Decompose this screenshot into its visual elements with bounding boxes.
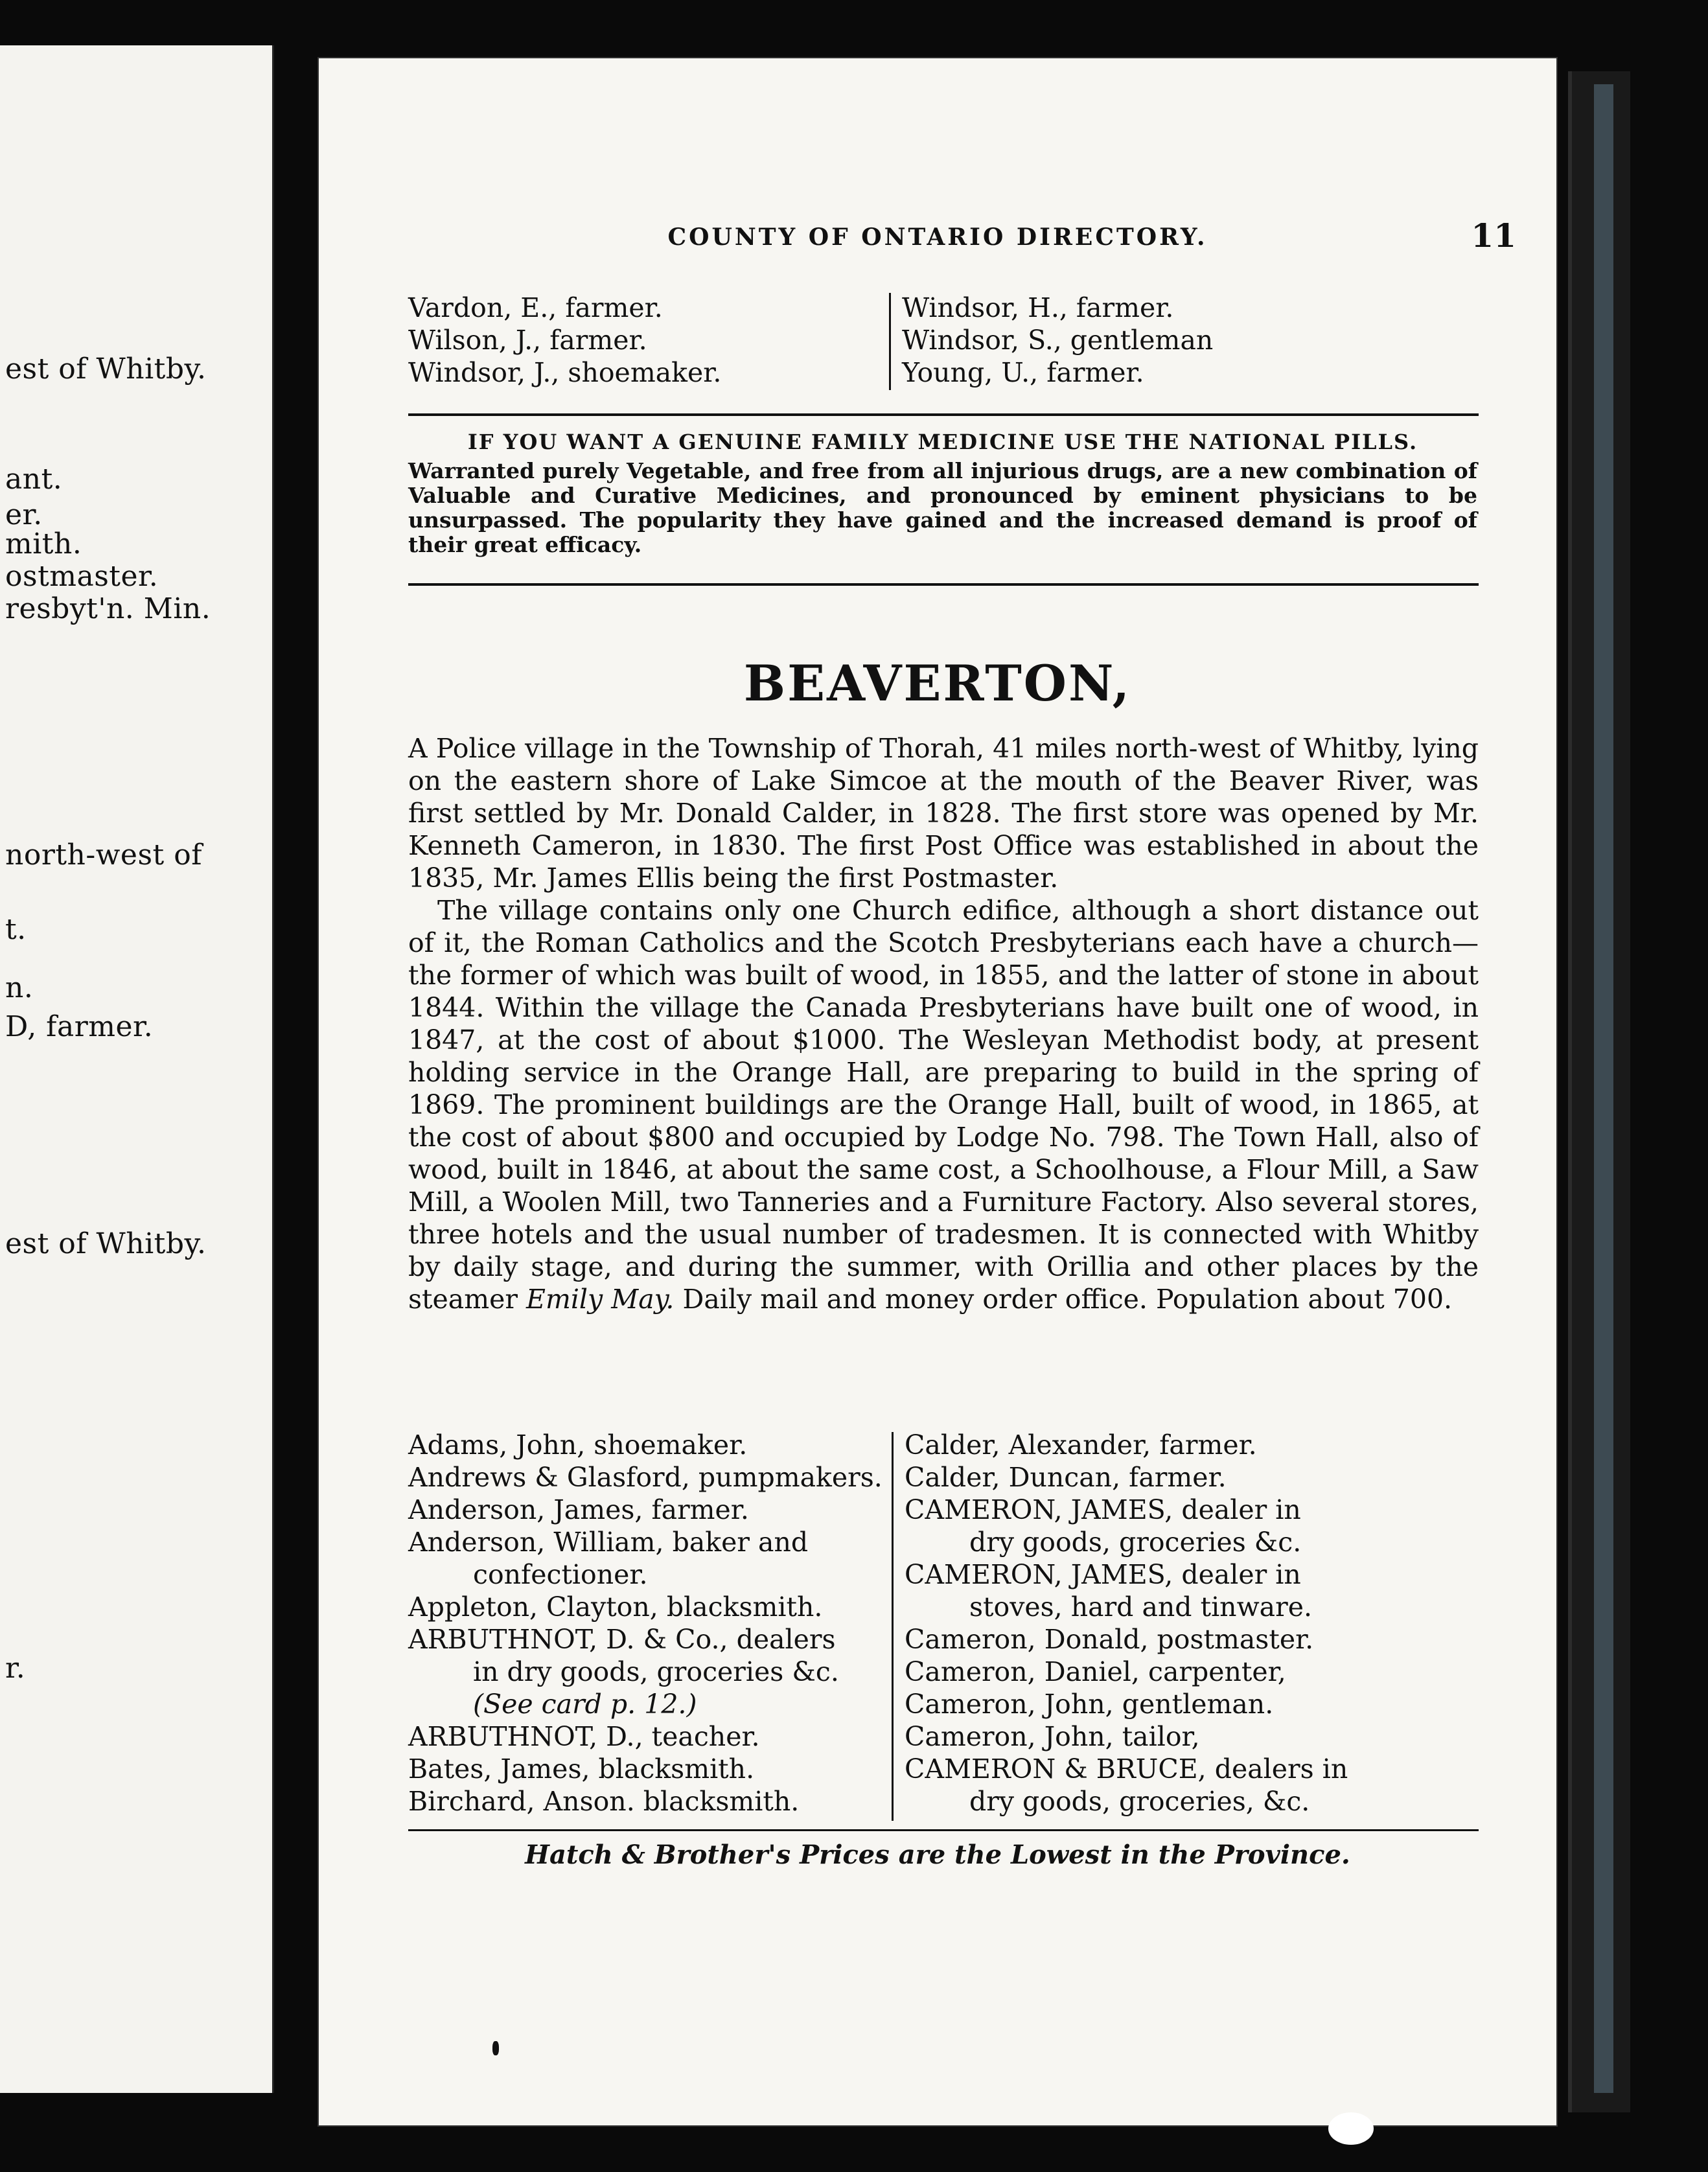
directory-entry: Cameron, John, tailor,	[905, 1721, 1200, 1752]
left-page-line: er.	[5, 498, 43, 531]
directory-page	[319, 58, 1556, 2125]
ink-speck	[492, 2041, 499, 2055]
directory-entry: Andrews & Glasford, pumpmakers.	[408, 1462, 883, 1493]
paper-fleck	[1328, 2112, 1374, 2145]
directory-entry: CAMERON, JAMES, dealer in	[905, 1494, 1301, 1525]
section-title: BEAVERTON,	[743, 654, 1132, 712]
directory-entry: Adams, John, shoemaker.	[408, 1429, 748, 1461]
left-page-line: ostmaster.	[5, 560, 159, 593]
list-item: Wilson, J., farmer.	[408, 325, 647, 356]
left-page-line: mith.	[5, 527, 82, 560]
left-page-line: t.	[5, 913, 27, 946]
footer-advertisement: Hatch & Brother's Prices are the Lowest in the Province.	[525, 1840, 1350, 1870]
directory-entry: Cameron, Daniel, carpenter,	[905, 1656, 1286, 1687]
page-header-title: COUNTY OF ONTARIO DIRECTORY.	[667, 224, 1208, 251]
rule-line	[408, 1829, 1479, 1831]
left-page-line: est of Whitby.	[5, 1227, 207, 1260]
directory-entry: CAMERON & BRUCE, dealers in	[905, 1753, 1348, 1785]
directory-entry: Calder, Alexander, farmer.	[905, 1429, 1257, 1461]
directory-entry: dry goods, groceries &c.	[969, 1527, 1302, 1558]
directory-entry: Bates, James, blacksmith.	[408, 1753, 755, 1785]
directory-entry: ARBUTHNOT, D., teacher.	[408, 1721, 760, 1752]
directory-entry: ARBUTHNOT, D. & Co., dealers	[408, 1624, 836, 1655]
directory-left-column	[408, 1429, 883, 1818]
left-page-line: resbyt'n. Min.	[5, 592, 211, 625]
left-page-line: ant.	[5, 463, 63, 496]
directory-entry: Calder, Duncan, farmer.	[905, 1462, 1227, 1493]
advertisement-headline: IF YOU WANT A GENUINE FAMILY MEDICINE USE THE NATIONAL PILLS.	[467, 430, 1418, 454]
list-item: Young, U., farmer.	[902, 357, 1144, 388]
paragraph-text: The village contains only one Church edifice, although a short distance out of it, the Roman Catholics and the Scotch Presbyterians each have a church—the former of which was built of wood, in 1855, and the latter of stone in about 1844. Within the village the Canada Presbyterians have built one of wood, in 1847, at the cost of about $1000. The Wesleyan Methodist body, at present holding service in the Orange Hall, are preparing to build in the spring of 1869. The prominent buildings are the Orange Hall, built of wood, in 1865, at the cost of about $800 and occupied by Lodge No. 798. The Town Hall, also of wood, built in 1846, at about the same cost, a Schoolhouse, a Flour Mill, a Saw Mill, a Woolen Mill, two Tanneries and a Furniture Factory. Also several stores, three hotels and the usual number of tradesmen. It is connected with Whitby by daily stage, and during the summer, with Orillia and other places by the steamer	[408, 895, 1479, 1315]
paragraph	[408, 894, 1479, 1315]
directory-right-column	[905, 1429, 1479, 1818]
column-divider	[889, 293, 891, 390]
directory-entry: Anderson, William, baker and	[408, 1527, 809, 1558]
list-item: Vardon, E., farmer.	[408, 292, 663, 323]
directory-entry: confectioner.	[473, 1559, 648, 1590]
directory-entry: Birchard, Anson. blacksmith.	[408, 1786, 800, 1817]
directory-entry: Cameron, John, gentleman.	[905, 1689, 1274, 1720]
left-page-line: n.	[5, 971, 34, 1004]
left-page-line: est of Whitby.	[5, 352, 207, 386]
directory-entry: Cameron, Donald, postmaster.	[905, 1624, 1314, 1655]
section-description	[408, 732, 1479, 1315]
directory-entry: Anderson, James, farmer.	[408, 1494, 749, 1525]
directory-entry: stoves, hard and tinware.	[969, 1591, 1313, 1623]
directory-entry: CAMERON, JAMES, dealer in	[905, 1559, 1301, 1590]
directory-entry: (See card p. 12.)	[473, 1689, 697, 1720]
paragraph-text: Daily mail and money order office. Population about 700.	[682, 1284, 1453, 1315]
list-item: Windsor, S., gentleman	[902, 325, 1214, 356]
directory-entry: Appleton, Clayton, blacksmith.	[408, 1591, 823, 1623]
rule-line	[408, 583, 1479, 586]
steamer-name: Emily May.	[526, 1284, 675, 1315]
top-list-left-column	[408, 292, 721, 389]
page-number: 11	[1471, 216, 1516, 255]
left-page-line: D, farmer.	[5, 1010, 154, 1043]
rule-line	[408, 413, 1479, 416]
left-page-line: r.	[5, 1652, 26, 1685]
paragraph: A Police village in the Township of Thorah, 41 miles north-west of Whitby, lying on the eastern shore of Lake Simcoe at the mouth of the Beaver River, was first settled by Mr. Donald Calder, in 1828. The first store was opened by Mr. Kenneth Cameron, in 1830. The first Post Office was established in about the 1835, Mr. James Ellis being the first Postmaster.	[408, 733, 1479, 894]
directory-entry: dry goods, groceries, &c.	[969, 1786, 1310, 1817]
list-item: Windsor, H., farmer.	[902, 292, 1174, 323]
book-cover-strip	[1594, 84, 1613, 2093]
column-divider	[892, 1432, 894, 1821]
left-page-line: north-west of	[5, 838, 202, 872]
left-page-fragment	[0, 45, 274, 2093]
list-item: Windsor, J., shoemaker.	[408, 357, 722, 388]
directory-entry: in dry goods, groceries &c.	[473, 1656, 839, 1687]
advertisement-body: Warranted purely Vegetable, and free from all injurious drugs, are a new combination of Valuable and Curative Medicines, and pronounced by eminent physicians to be unsurpassed. The popularity they have gained and the increased demand is proof of their great efficacy.	[408, 458, 1477, 557]
top-list-right-column	[902, 292, 1213, 389]
